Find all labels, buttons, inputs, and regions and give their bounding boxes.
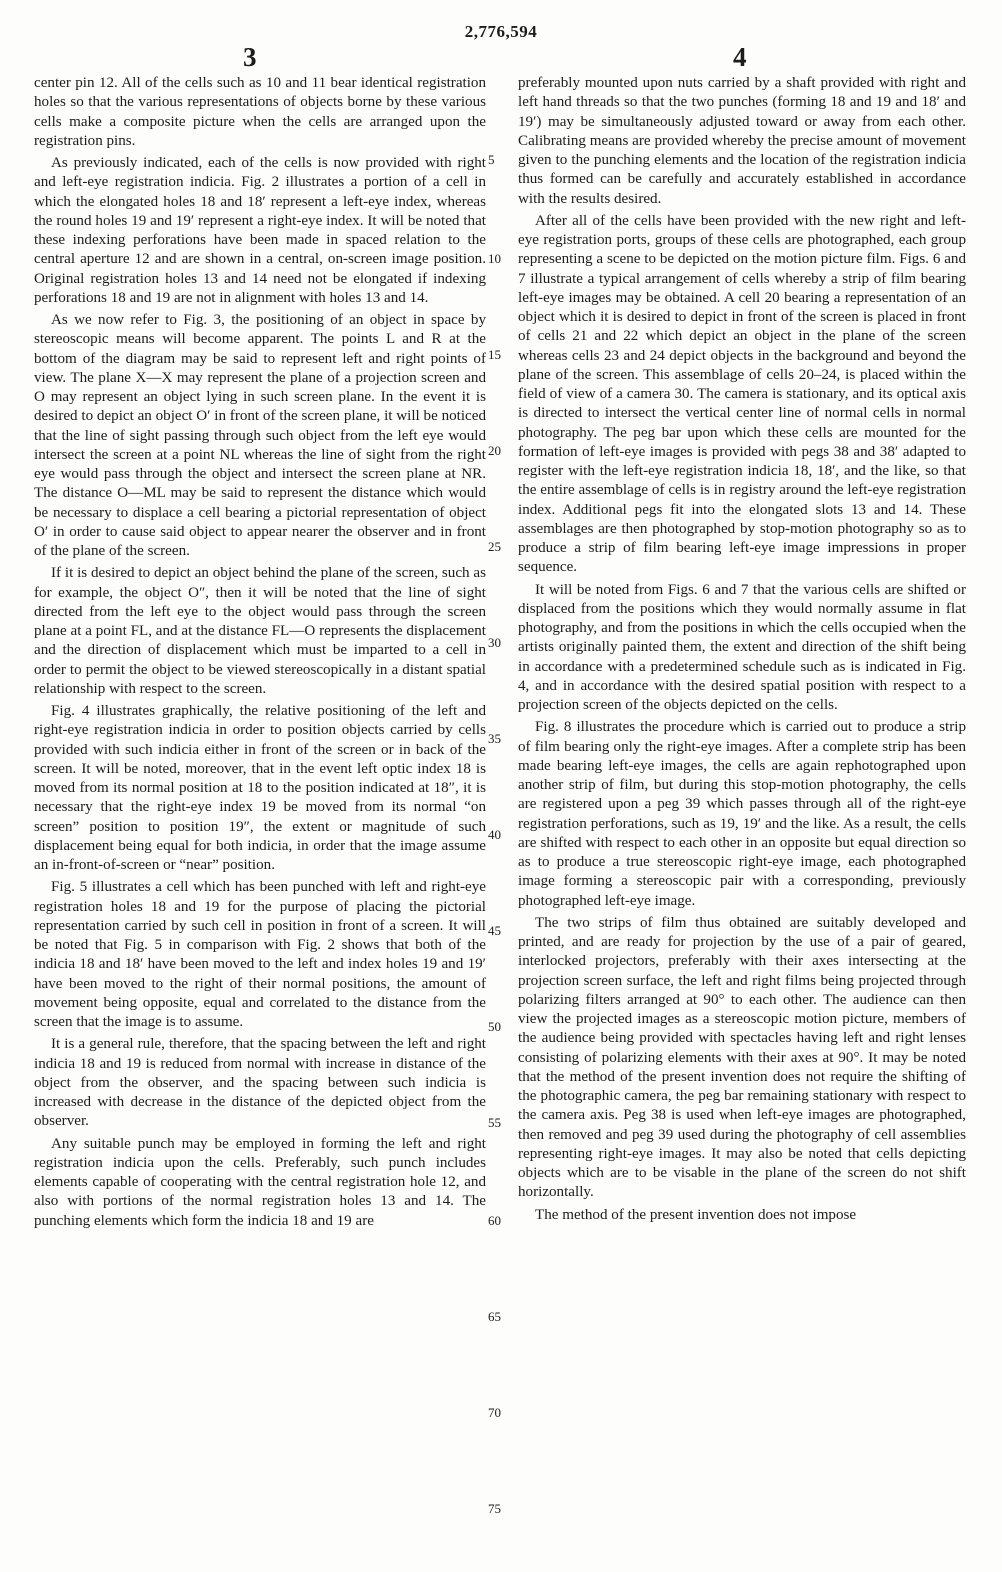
- right-text-column: [518, 74, 966, 1225]
- line-number: 5: [488, 152, 495, 167]
- left-paragraph: It is a general rule, therefore, that the spacing between the left and right indicia 18 and 19 is reduced from normal with increase in distance of the object from the observer, and the spacing between such indicia is increased with decrease in the distance of the depicted object from the observer.: [34, 1036, 486, 1130]
- line-number: 40: [488, 827, 501, 842]
- right-paragraph: preferably mounted upon nuts carried by a shaft provided with right and left hand threads so that the two punches (forming 18 and 19 and 18′ and 19′) may be simultaneously adjusted toward or away from each other. Calibrating means are provided whereby the precise amount of movement given to the punching elements and the location of the registration indicia thus formed can be carefully and accurately established in accordance with the results desired.: [518, 75, 966, 207]
- line-number: 55: [488, 1115, 501, 1130]
- left-paragraph: Fig. 4 illustrates graphically, the relative positioning of the left and right-eye registration indicia in order to position objects carried by cells provided with such indicia either in front of the screen or in back of the screen. It will be noted, moreover, that in the event left optic index 18 is moved from its normal position at 18 to the position indicated at 18″, it is necessary that the right-eye index 19 be moved from its normal “on screen” position to position 19″, the extent or magnitude of such displacement being equal for both indicia, in order that the image assume an in-front-of-screen or “near” position.: [34, 703, 486, 873]
- left-paragraph: Fig. 5 illustrates a cell which has been punched with left and right-eye registration holes 18 and 19 for the purpose of placing the pictorial representation carried by such cell in position in front of a screen. It will be noted that Fig. 5 in comparison with Fig. 2 shows that both of the indicia 18 and 18′ have been moved to the left and index holes 19 and 19′ have been moved to the right of their normal positions, the amount of movement being opposite, equal and correlated to the distance from the screen that the image is to assume.: [34, 879, 486, 1030]
- right-paragraph: Fig. 8 illustrates the procedure which is carried out to produce a strip of film bearing only the right-eye images. After a complete strip has been made bearing left-eye images, the cells are again rephotographed upon another strip of film, but during this stop-motion photography, the cells are registered upon a peg 39 which passes through all of the right-eye registration perforations, such as 19, 19′ and the like. As a result, the cells are shifted with respect to each other in an opposite but equal direction so as to produce a true stereoscopic right-eye image, each photographed image forming a stereoscopic pair with a corresponding, previously photographed left-eye image.: [518, 719, 966, 909]
- line-number: 50: [488, 1019, 501, 1034]
- left-paragraph: As we now refer to Fig. 3, the positioning of an object in space by stereoscopic means will become apparent. The points L and R at the bottom of the diagram may be said to represent left and right points of view. The plane X—X may represent the plane of a projection screen and O may represent an object lying in such screen plane. In the event it is desired to depict an object O′ in front of the screen plane, it will be noticed that the line of sight passing through such object from the left eye would intersect the screen at a point NL whereas the line of sight from the right eye would pass through the object and intersect the screen plane at NR. The distance O—ML may be said to represent the distance which would be necessary to displace a cell bearing a pictorial representation of object O′ in order to cause said object to appear nearer the observer and in front of the plane of the screen.: [34, 312, 486, 559]
- left-paragraph: center pin 12. All of the cells such as 10 and 11 bear identical registration holes so that the various representations of objects borne by these various cells make a composite picture when the cells are arranged upon the registration pins.: [34, 75, 486, 149]
- line-number-gutter: [488, 0, 514, 1572]
- line-number: 70: [488, 1405, 501, 1420]
- right-paragraph: After all of the cells have been provided with the new right and left-eye registration ports, groups of these cells are photographed, each group representing a scene to be depicted on the motion picture film. Figs. 6 and 7 illustrate a typical arrangement of cells whereby a strip of film bearing left-eye images may be obtained. A cell 20 bearing a representation of an object which it is desired to depict in front of the screen is placed in front of cells 21 and 22 which depict an object in the plane of the screen whereas cells 23 and 24 depict objects in the background and beyond the plane of the screen. This assemblage of cells 20–24, is placed within the field of view of a camera 30. The camera is stationary, and its optical axis is directed to intersect the vertical center line of normal cells in normal photography. The peg bar upon which these cells are mounted for the formation of left-eye images is provided with pegs 38 and 38′ adapted to register with the left-eye registration indicia 18, 18′, and the like, so that the entire assemblage of cells is in registry around the left-eye registration index. Additional pegs fit into the elongated slots 13 and 14. These assemblages are then photographed by stop-motion photography so as to produce a strip of film bearing left-eye image impressions in proper sequence.: [518, 212, 966, 576]
- line-number: 45: [488, 923, 501, 938]
- right-paragraph: The method of the present invention does not impose: [535, 1206, 857, 1223]
- line-number: 75: [488, 1501, 501, 1516]
- right-paragraph: The two strips of film thus obtained are suitably developed and printed, and are ready for projection by the use of a pair of geared, interlocked projectors, preferably with their axes intersecting at the projection screen surface, the left and right films being projected through polarizing filters arranged at 90° to each other. The audience can then view the projected images as a stereoscopic motion picture, members of the audience being provided with spectacles having left and right lenses consisting of polarizing elements with their axes at 90°. It may be noted that the method of the present invention does not require the shifting of the photographic camera, the peg bar remaining stationary with respect to the camera axis. Peg 38 is used when left-eye images are photographed, then removed and peg 39 used during the photography of cell assemblies representing right-eye images. It may also be noted that cells depicting objects which are to be visable in the plane of the screen do not shift horizontally.: [518, 914, 966, 1201]
- line-number: 60: [488, 1213, 501, 1228]
- line-number: 65: [488, 1309, 501, 1324]
- line-number: 25: [488, 539, 501, 554]
- left-paragraph: If it is desired to depict an object behind the plane of the screen, such as for example, the object O″, then it will be noted that the line of sight directed from the left eye to the object would pass through the screen plane at a point FL, and at the distance FL—O represents the displacement and the direction of displacement which must be imparted to a cell in order to permit the object to be viewed stereoscopically in a distant spatial relationship with respect to the screen.: [34, 565, 486, 697]
- line-number: 20: [488, 443, 501, 458]
- right-column-number: 4: [733, 42, 747, 72]
- right-paragraph: It will be noted from Figs. 6 and 7 that the various cells are shifted or displaced from the positions which they would normally assume in flat photography, and from the positions in which the cells occupied when the artists originally painted them, the extent and direction of the shift being in accordance with a predetermined schedule such as is indicated in Fig. 4, and in accordance with the desired spatial position with respect to a projection screen of the objects depicted on the cells.: [518, 581, 966, 713]
- left-paragraph: Any suitable punch may be employed in forming the left and right registration indicia upon the cells. Preferably, such punch includes elements capable of cooperating with the central registration hole 12, and also with portions of the normal registration holes 13 and 14. The punching elements which form the indicia 18 and 19 are: [34, 1135, 486, 1229]
- line-number: 10: [488, 251, 501, 266]
- left-paragraph: As previously indicated, each of the cells is now provided with right and left-eye registration indicia. Fig. 2 illustrates a portion of a cell in which the elongated holes 18 and 18′ represent a left-eye index, whereas the round holes 19 and 19′ represent a right-eye index. It will be noted that these indexing perforations have been made in spaced relation to the central aperture 12 and are shown in a central, on-screen image position. Original registration holes 13 and 14 need not be elongated if indexing perforations 18 and 19 are not in alignment with holes 13 and 14.: [34, 155, 486, 306]
- patent-number: 2,776,594: [464, 22, 538, 41]
- line-number: 30: [488, 635, 501, 650]
- left-text-column: [34, 74, 486, 1231]
- line-number: 35: [488, 731, 501, 746]
- line-number: 15: [488, 347, 501, 362]
- left-column-number: 3: [243, 42, 257, 72]
